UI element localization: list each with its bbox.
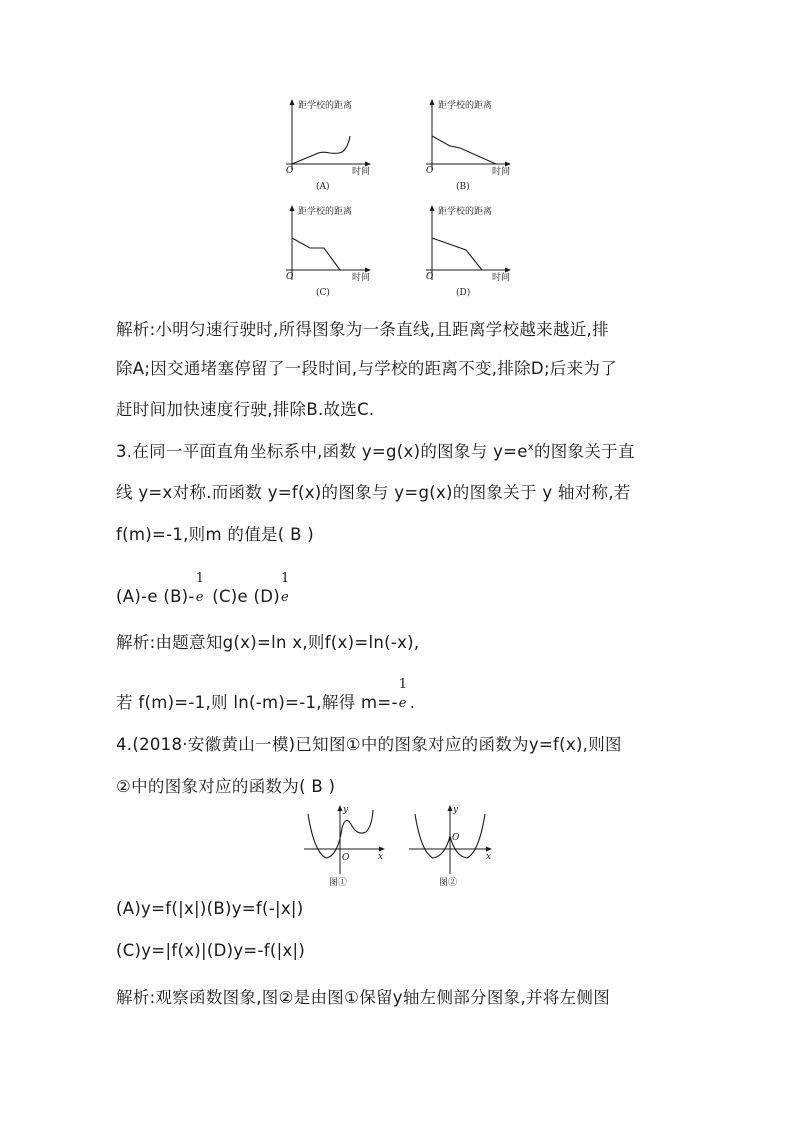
q3-option-b-fraction (195, 571, 207, 605)
q2-analysis-line3: 赶时间加快速度行驶,排除B.故选C. (116, 400, 375, 419)
q4-figure-2-origin: O (452, 833, 460, 843)
graph-d-curve (432, 238, 482, 270)
q4-figure-1-x: x (378, 852, 384, 862)
q4-figure-1-svg (300, 800, 390, 890)
q4-figure-1-y: y (343, 805, 349, 815)
q3-analysis-line2 (116, 677, 416, 713)
q3-analysis-line2-b: . (409, 693, 416, 712)
graph-c (276, 202, 376, 302)
q2-analysis-line1: 解析:小明匀速行驶时,所得图象为一条直线,且距离学校越来越近,排 (116, 320, 609, 339)
graph-b-svg (416, 96, 526, 196)
graph-a-caption: (A) (316, 182, 330, 192)
q3-option-c: (C)e (212, 587, 248, 606)
q3-stem-exponent: x (527, 442, 534, 453)
fraction-numerator: 1 (195, 571, 205, 586)
q3-option-a: (A)-e (116, 587, 158, 606)
q4-analysis: 解析:观察函数图象,图②是由图①保留y轴左侧部分图象,并将左侧图 (116, 988, 610, 1007)
graph-c-origin: O (286, 272, 294, 282)
graph-b (416, 96, 526, 196)
graph-a-curve (292, 136, 350, 164)
graph-b-origin: O (426, 166, 434, 176)
q4-figure-1 (300, 800, 390, 890)
q4-figure-2-svg (405, 800, 500, 890)
q4-figure-2-x: x (486, 852, 492, 862)
q3-stem-line1-a: 3.在同一平面直角坐标系中,函数 y=g(x)的图象与 y=e (116, 442, 528, 461)
graph-a (276, 96, 376, 196)
graph-b-ylabel: 距学校的距离 (438, 101, 493, 111)
fraction-denominator: e (398, 696, 407, 711)
graph-d-ylabel: 距学校的距离 (438, 207, 493, 217)
graph-b-caption: (B) (456, 182, 470, 192)
graph-a-xlabel: 时间 (352, 167, 371, 177)
fraction-denominator: e (195, 590, 204, 605)
q4-figure-1-caption: 图① (329, 878, 348, 888)
q4-figure-2 (405, 800, 500, 890)
graph-c-curve (292, 238, 340, 270)
graph-d-svg (416, 202, 526, 302)
q3-stem-line2: 线 y=x对称.而函数 y=f(x)的图象与 y=g(x)的图象关于 y 轴对称,若 (116, 483, 631, 502)
q4-figure-1-origin: O (342, 853, 350, 863)
graph-a-origin: O (286, 166, 294, 176)
graph-b-curve (432, 136, 496, 164)
q3-options (116, 571, 292, 606)
q3-option-d-fraction (280, 571, 292, 605)
graph-c-xlabel: 时间 (352, 273, 371, 283)
fraction-numerator: 1 (398, 677, 408, 692)
fraction-denominator: e (281, 590, 290, 605)
q3-answer-fraction (398, 677, 410, 711)
q4-figure-2-caption: 图② (439, 878, 458, 888)
q4-stem-line1: 4.(2018·安徽黄山一模)已知图①中的图象对应的函数为y=f(x),则图 (116, 735, 622, 754)
fraction-numerator: 1 (281, 571, 290, 586)
graph-c-ylabel: 距学校的距离 (298, 207, 353, 217)
q3-stem-line1 (116, 438, 635, 462)
q4-options-cd: (C)y=|f(x)|(D)y=-f(|x|) (116, 941, 306, 960)
q2-analysis-line2: 除A;因交通堵塞停留了一段时间,与学校的距离不变,排除D;后来为了 (116, 359, 618, 378)
q3-analysis-line1: 解析:由题意知g(x)=ln x,则f(x)=ln(-x), (116, 633, 420, 652)
q4-stem-line2: ②中的图象对应的函数为( B ) (116, 777, 336, 796)
graph-c-caption: (C) (316, 288, 330, 298)
graph-b-xlabel: 时间 (492, 167, 511, 177)
graph-c-svg (276, 202, 376, 302)
graph-d (416, 202, 526, 302)
graph-a-ylabel: 距学校的距离 (298, 101, 353, 111)
q4-figure-2-y: y (453, 805, 459, 815)
q3-stem-line1-b: 的图象关于直 (533, 442, 635, 461)
q4-options-ab: (A)y=f(|x|)(B)y=f(-|x|) (116, 899, 304, 918)
q3-option-d: (D) (253, 587, 281, 606)
q3-stem-line3: f(m)=-1,则m 的值是( B ) (116, 525, 314, 544)
graph-d-xlabel: 时间 (492, 273, 511, 283)
q3-option-b: (B)- (163, 587, 195, 606)
q3-analysis-line2-a: 若 f(m)=-1,则 ln(-m)=-1,解得 m=- (116, 693, 398, 712)
graph-a-svg (276, 96, 376, 196)
graph-d-origin: O (426, 272, 434, 282)
graph-d-caption: (D) (456, 288, 471, 298)
